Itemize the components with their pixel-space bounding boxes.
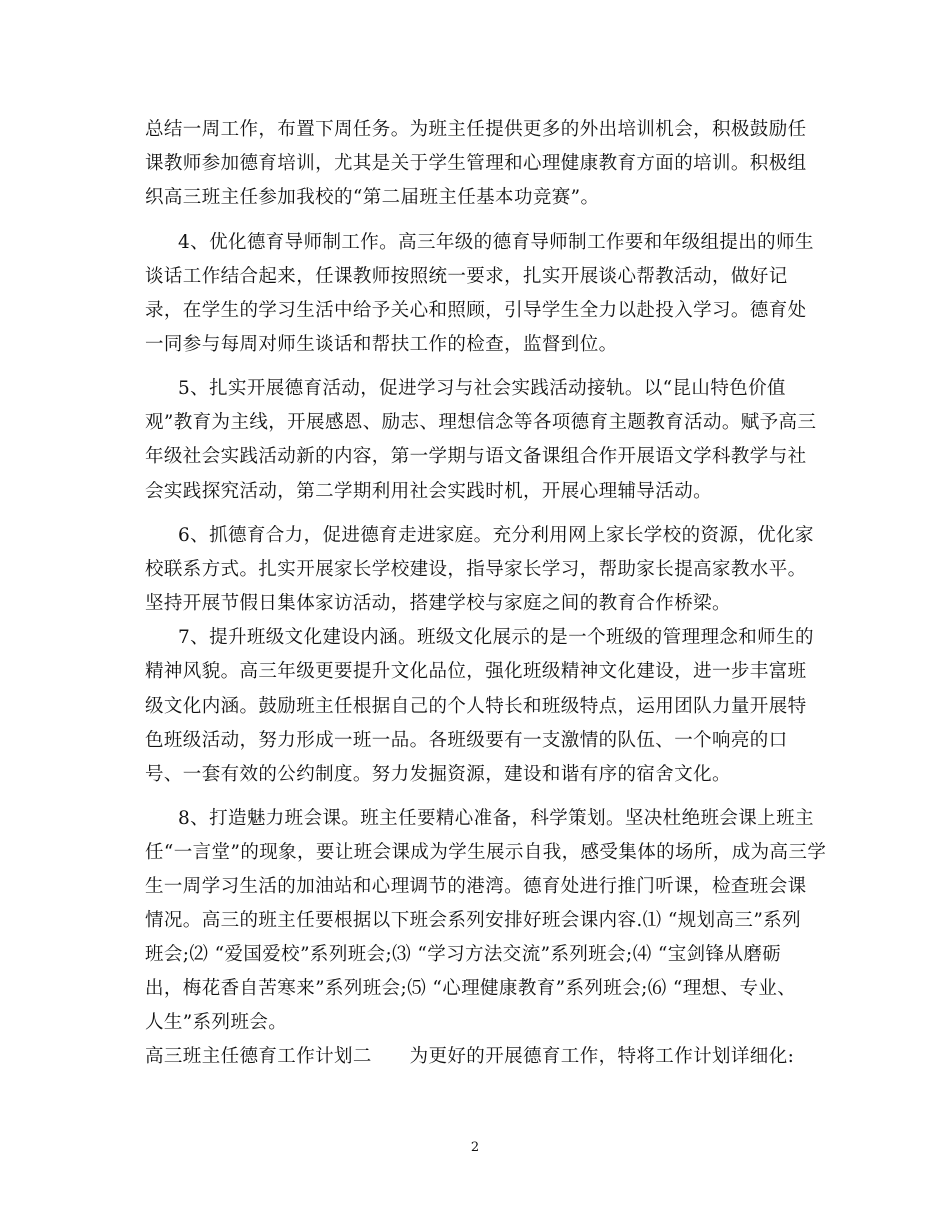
section-heading-line: 高三班主任德育工作计划二 为更好的开展德育工作，特将工作计划详细化:	[145, 1046, 795, 1067]
text-line: 级文化内涵。鼓励班主任根据自己的个人特长和班级特点，运用团队力量开展特	[145, 696, 807, 717]
text-line: 总结一周工作，布置下周任务。为班主任提供更多的外出培训机会，积极鼓励任	[145, 119, 807, 140]
text-line: 课教师参加德育培训，尤其是关于学生管理和心理健康教育方面的培训。积极组	[145, 153, 807, 174]
text-line: 观”教育为主线，开展感恩、励志、理想信念等各项德育主题教育活动。赋予高三	[145, 412, 817, 433]
page-number: 2	[470, 1140, 480, 1155]
text-line: 情况。高三的班主任要根据以下班会系列安排好班会课内容.⑴ “规划高三”系列	[145, 910, 801, 931]
paragraph-4-start: 4、优化德育导师制工作。高三年级的德育导师制工作要和年级组提出的师生	[178, 232, 814, 253]
text-line: 校联系方式。扎实开展家长学校建设，指导家长学习，帮助家长提高家教水平。	[145, 559, 807, 580]
paragraph-6-start: 6、抓德育合力，促进德育走进家庭。充分利用网上家长学校的资源，优化家	[178, 525, 814, 546]
text-line: 人生”系列班会。	[145, 1012, 288, 1033]
text-line: 谈话工作结合起来，任课教师按照统一要求，扎实开展谈心帮教活动，做好记	[145, 266, 788, 287]
text-line: 会实践探究活动，第二学期利用社会实践时机，开展心理辅导活动。	[145, 481, 713, 502]
text-line: 精神风貌。高三年级更要提升文化品位，强化班级精神文化建设，进一步丰富班	[145, 661, 807, 682]
text-line: 年级社会实践活动新的内容，第一学期与语文备课组合作开展语文学科教学与社	[145, 446, 807, 467]
text-line: 织高三班主任参加我校的“第二届班主任基本功竞赛”。	[145, 187, 600, 208]
text-line: 任“一言堂”的现象，要让班会课成为学生展示自我，感受集体的场所，成为高三学	[145, 842, 827, 863]
paragraph-5-start: 5、扎实开展德育活动，促进学习与社会实践活动接轨。以“昆山特色价值	[178, 378, 786, 399]
text-line: 一同参与每周对师生谈话和帮扶工作的检查，监督到位。	[145, 334, 618, 355]
text-line: 出，梅花香自苦寒来”系列班会;⑸ “心理健康教育”系列班会;⑹ “理想、专业、	[145, 978, 797, 999]
text-line: 色班级活动，努力形成一班一品。各班级要有一支激情的队伍、一个响亮的口	[145, 730, 788, 751]
text-line: 班会;⑵ “爱国爱校”系列班会;⑶ “学习方法交流”系列班会;⑷ “宝剑锋从磨砺	[145, 944, 782, 965]
paragraph-7-start: 7、提升班级文化建设内涵。班级文化展示的是一个班级的管理理念和师生的	[178, 627, 814, 648]
paragraph-8-start: 8、打造魅力班会课。班主任要精心准备，科学策划。坚决杜绝班会课上班主	[178, 808, 814, 829]
text-line: 坚持开展节假日集体家访活动，搭建学校与家庭之间的教育合作桥梁。	[145, 593, 731, 614]
text-line: 生一周学习生活的加油站和心理调节的港湾。德育处进行推门听课，检查班会课	[145, 876, 807, 897]
text-line: 号、一套有效的公约制度。努力发掘资源，建设和谐有序的宿舍文化。	[145, 764, 731, 785]
text-line: 录，在学生的学习生活中给予关心和照顾，引导学生全力以赴投入学习。德育处	[145, 300, 807, 321]
